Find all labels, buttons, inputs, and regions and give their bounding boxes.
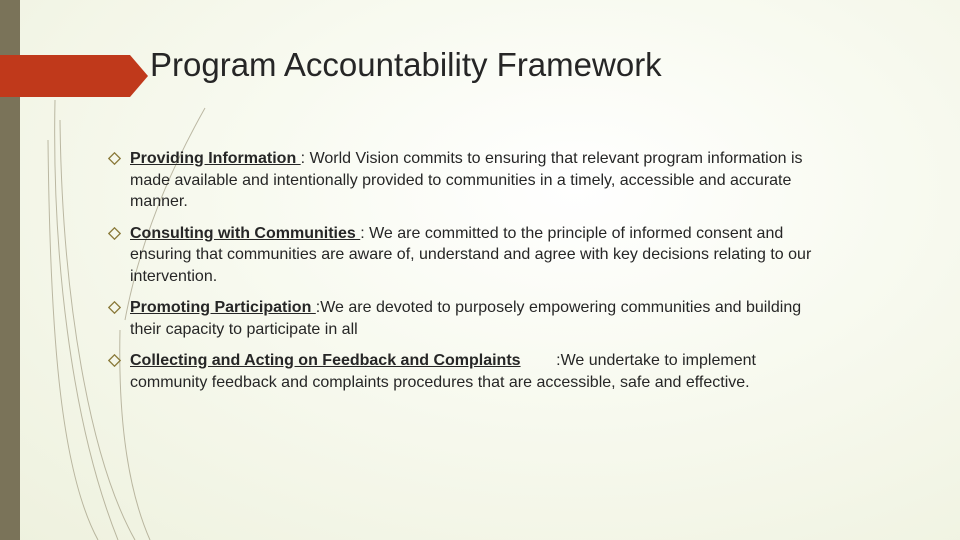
diamond-outline-icon — [108, 227, 121, 240]
bullet-term: Promoting Participation — [130, 299, 316, 316]
title-accent-tab — [0, 55, 148, 97]
diamond-outline-icon — [108, 152, 121, 165]
diamond-outline-icon — [108, 354, 121, 367]
bullet-description: :We undertake to implement community feedback and complaints procedures that are accessible, safe and effective. — [130, 352, 761, 391]
diamond-outline-icon — [108, 301, 121, 314]
list-item — [108, 350, 828, 393]
page-title: Program Accountability Framework — [150, 46, 662, 83]
bullet-description: :We are devoted to purposely empowering communities and building their capacity to participate in all — [130, 299, 806, 338]
bullet-description: : World Vision commits to ensuring that relevant program information is made available and intentionally provided to communities in a timely, accessible and accurate manner. — [130, 150, 807, 210]
list-item — [108, 223, 828, 288]
bullet-term: Providing Information — [130, 150, 301, 167]
list-item — [108, 148, 828, 213]
bullet-list — [108, 148, 828, 403]
list-item — [108, 297, 828, 340]
bullet-description: : We are committed to the principle of informed consent and ensuring that communities are aware of, understand and agree with key decisions relating to our intervention. — [130, 224, 816, 285]
bullet-term: Consulting with Communities — [130, 224, 361, 242]
bullet-term: Collecting and Acting on Feedback and Complaints — [130, 352, 521, 369]
